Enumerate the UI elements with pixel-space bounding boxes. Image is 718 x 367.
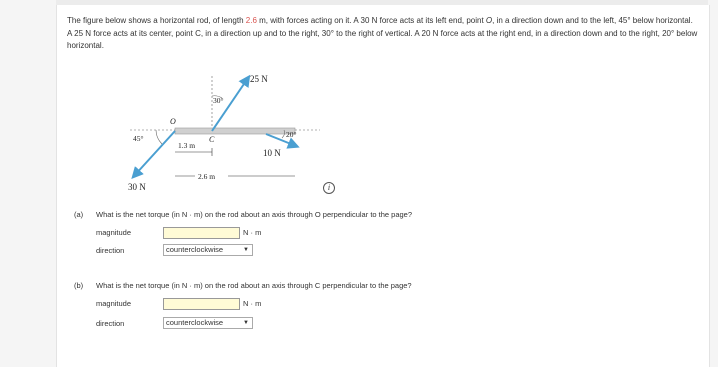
part-a-direction-value: counterclockwise: [166, 245, 224, 254]
rod-length-value: 2.6: [245, 16, 257, 25]
label-25n: 25 N: [250, 74, 268, 84]
problem-statement: [67, 15, 699, 53]
label-c: C: [209, 135, 215, 144]
angle-arc-45: [156, 130, 162, 144]
part-a-direction-label: direction: [96, 246, 125, 255]
part-a-label: (a): [74, 210, 84, 219]
problem-seg-3: m, with forces acting on it. A 30 N force acts at its left end, point: [256, 16, 486, 25]
part-a-direction-select[interactable]: [163, 244, 253, 256]
label-13m: 1.3 m: [178, 141, 196, 150]
part-b-unit: N · m: [243, 299, 262, 308]
label-45deg: 45°: [133, 134, 144, 143]
page-background: [0, 0, 56, 367]
label-26m: 2.6 m: [198, 172, 216, 181]
part-b-direction-value: counterclockwise: [166, 318, 224, 327]
rod-force-diagram: [120, 68, 440, 198]
chevron-down-icon: ▼: [243, 247, 249, 253]
part-a-magnitude-label: magnitude: [96, 228, 132, 237]
label-30n: 30 N: [128, 182, 146, 192]
part-b-direction-label: direction: [96, 319, 125, 328]
part-a-magnitude-input[interactable]: [163, 227, 240, 239]
label-30deg: 30°: [213, 96, 224, 105]
part-a-question: What is the net torque (in N · m) on the rod about an axis through O perpendicular to the page?: [96, 210, 413, 219]
label-20deg: 20°: [286, 130, 297, 139]
part-a-unit: N · m: [243, 228, 262, 237]
part-b-magnitude-label: magnitude: [96, 299, 132, 308]
label-10n: 10 N: [263, 148, 281, 158]
rod: [175, 128, 295, 134]
part-b-question: What is the net torque (in N · m) on the rod about an axis through C perpendicular to the page?: [96, 281, 412, 290]
part-b-label: (b): [74, 281, 84, 290]
problem-seg-5: , in a direction down and to the left, 45° below horizontal. A 25 N force acts at its center, point C, in a direction up and to the right, 30° to the right of vertical. A 20 N force acts at the right end, in a direction down and to the right, 20° below horizontal.: [67, 16, 698, 50]
label-o: O: [170, 117, 176, 126]
part-b-direction-select[interactable]: [163, 317, 253, 329]
chevron-down-icon: ▼: [243, 320, 249, 326]
problem-seg-4: O: [485, 16, 493, 25]
info-icon[interactable]: i: [323, 182, 335, 194]
part-b-magnitude-input[interactable]: [163, 298, 240, 310]
problem-seg-1: The figure below shows a horizontal rod, of length: [67, 16, 246, 25]
